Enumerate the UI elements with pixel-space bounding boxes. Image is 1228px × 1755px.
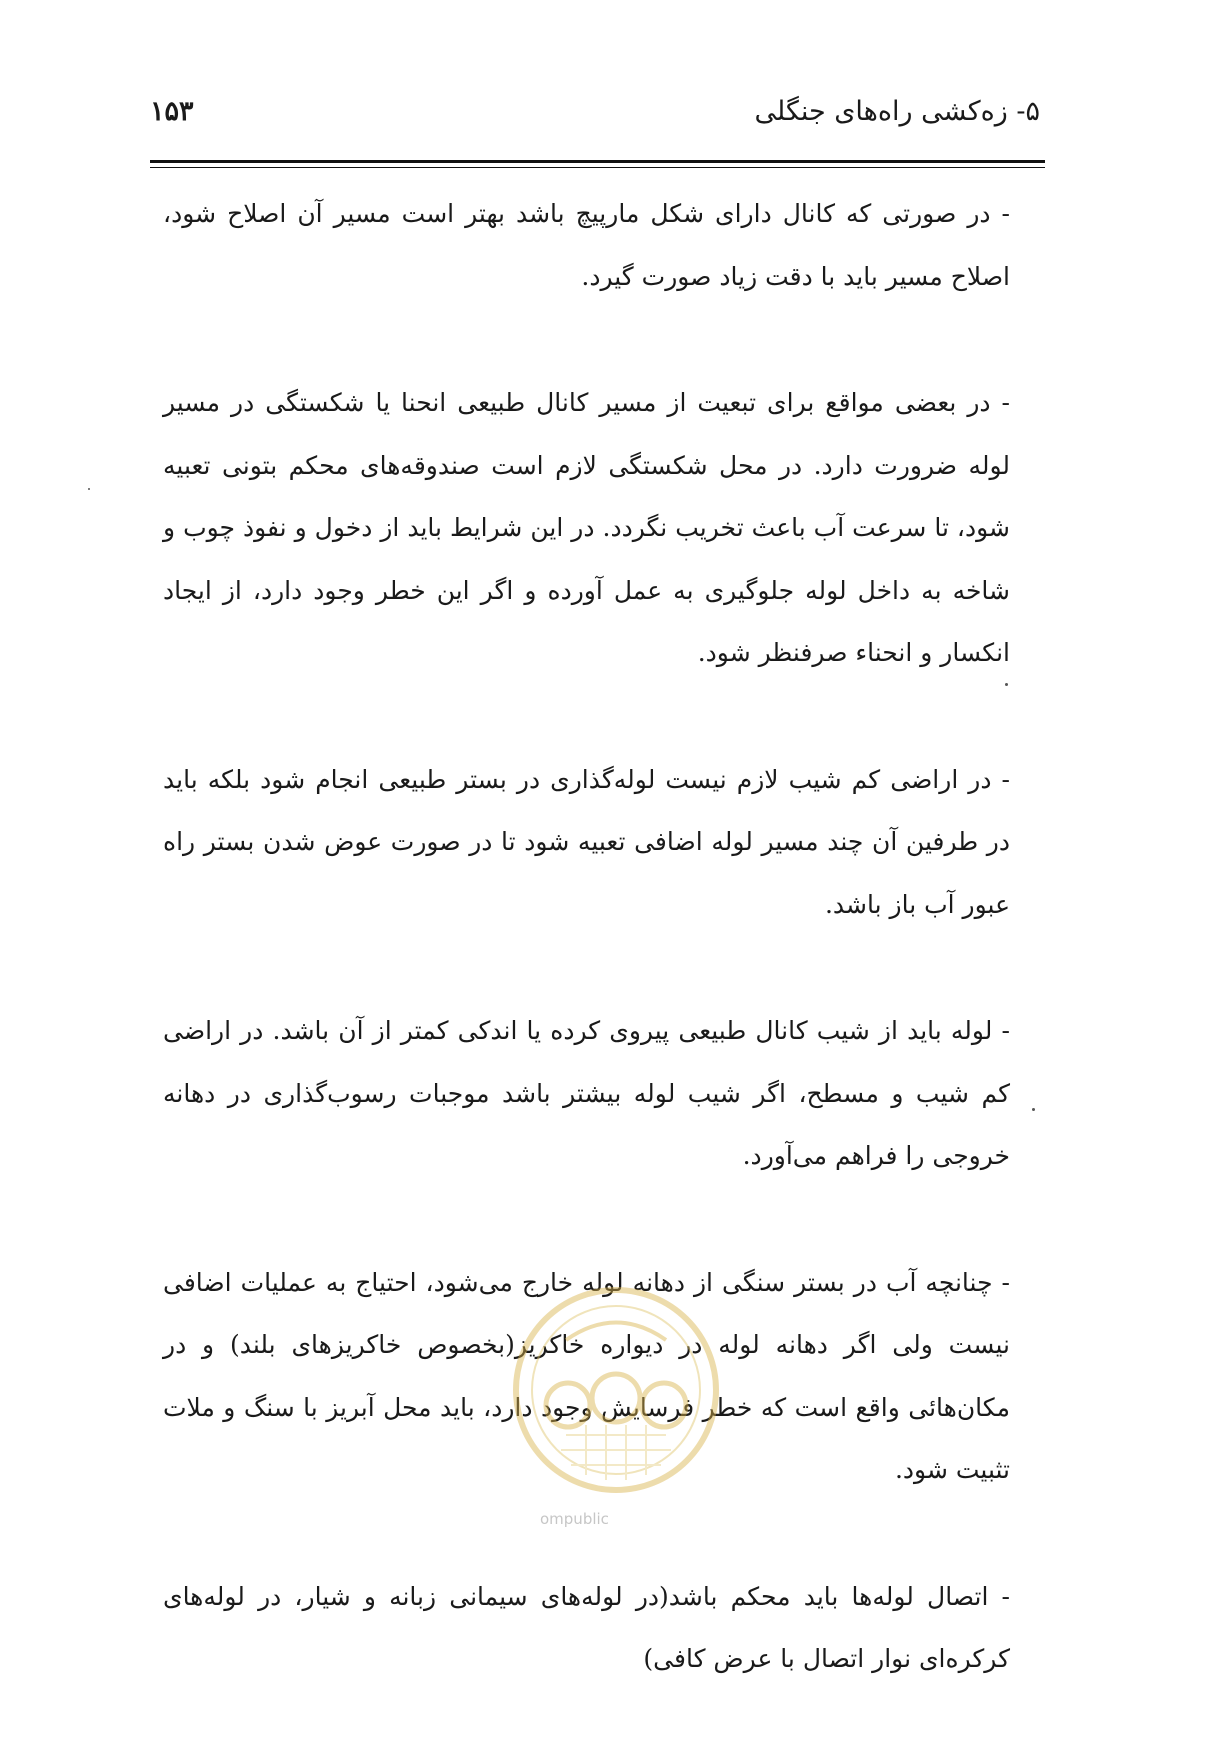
chapter-title: ۵- زه‌کشی راه‌های جنگلی [754, 96, 1040, 127]
scan-speck [1032, 1108, 1035, 1111]
scan-speck [88, 488, 90, 490]
header-rule-thick [150, 160, 1045, 163]
paragraph-2: - در بعضی مواقع برای تبعیت از مسیر کانال طبیعی انحنا یا شکستگی در مسیر لوله ضرورت دارد. در محل شکستگی لازم است صندوقه‌های محکم بتونی تعبیه شود، تا سرعت آب باعث تخریب نگردد. در این شرایط باید از دخول و نفوذ چوب و شاخه به داخل لوله جلوگیری به عمل آورده و اگر این خطر وجود دارد، از ایجاد انکسار و انحناء صرفنظر شود. [163, 388, 1010, 667]
watermark-url: ompublic [540, 1510, 609, 1528]
page-number: ۱۵۳ [150, 96, 194, 127]
paragraph-3: - در اراضی کم شیب لازم نیست لوله‌گذاری در بستر طبیعی انجام شود بلکه باید در طرفین آن چند مسیر لوله اضافی تعبیه شود تا در صورت عوض شدن بستر راه عبور آب باز باشد. [163, 764, 1010, 919]
paragraph-5: - چنانچه آب در بستر سنگی از دهانه لوله خارج می‌شود، احتیاج به عملیات اضافی نیست ولی اگر دهانه لوله در دیواره خاکریز(بخصوص خاکریزهای بلند) و در مکان‌هائی واقع است که خطر فرسایش وجود دارد، باید محل آبریز با سنگ و ملات تثبیت شود. [163, 1267, 1010, 1484]
paragraph-6: - اتصال لوله‌ها باید محکم باشد(در لوله‌های سیمانی زبانه و شیار، در لوله‌های کرکره‌ای نوار اتصال با عرض کافی) [163, 1581, 1010, 1673]
scan-speck [1005, 683, 1008, 686]
watermark-seal-icon [506, 1280, 726, 1500]
paragraph-1: - در صورتی که کانال دارای شکل مارپیچ باشد بهتر است مسیر آن اصلاح شود، اصلاح مسیر باید با دقت زیاد صورت گیرد. [163, 199, 1010, 291]
header-rule-thin [150, 167, 1045, 168]
paragraph-4: - لوله باید از شیب کانال طبیعی پیروی کرده یا اندکی کمتر از آن باشد. در اراضی کم شیب و مسطح، اگر شیب لوله بیشتر باشد موجبات رسوب‌گذاری در دهانه خروجی را فراهم می‌آورد. [163, 1016, 1010, 1170]
page-header [150, 92, 1040, 142]
